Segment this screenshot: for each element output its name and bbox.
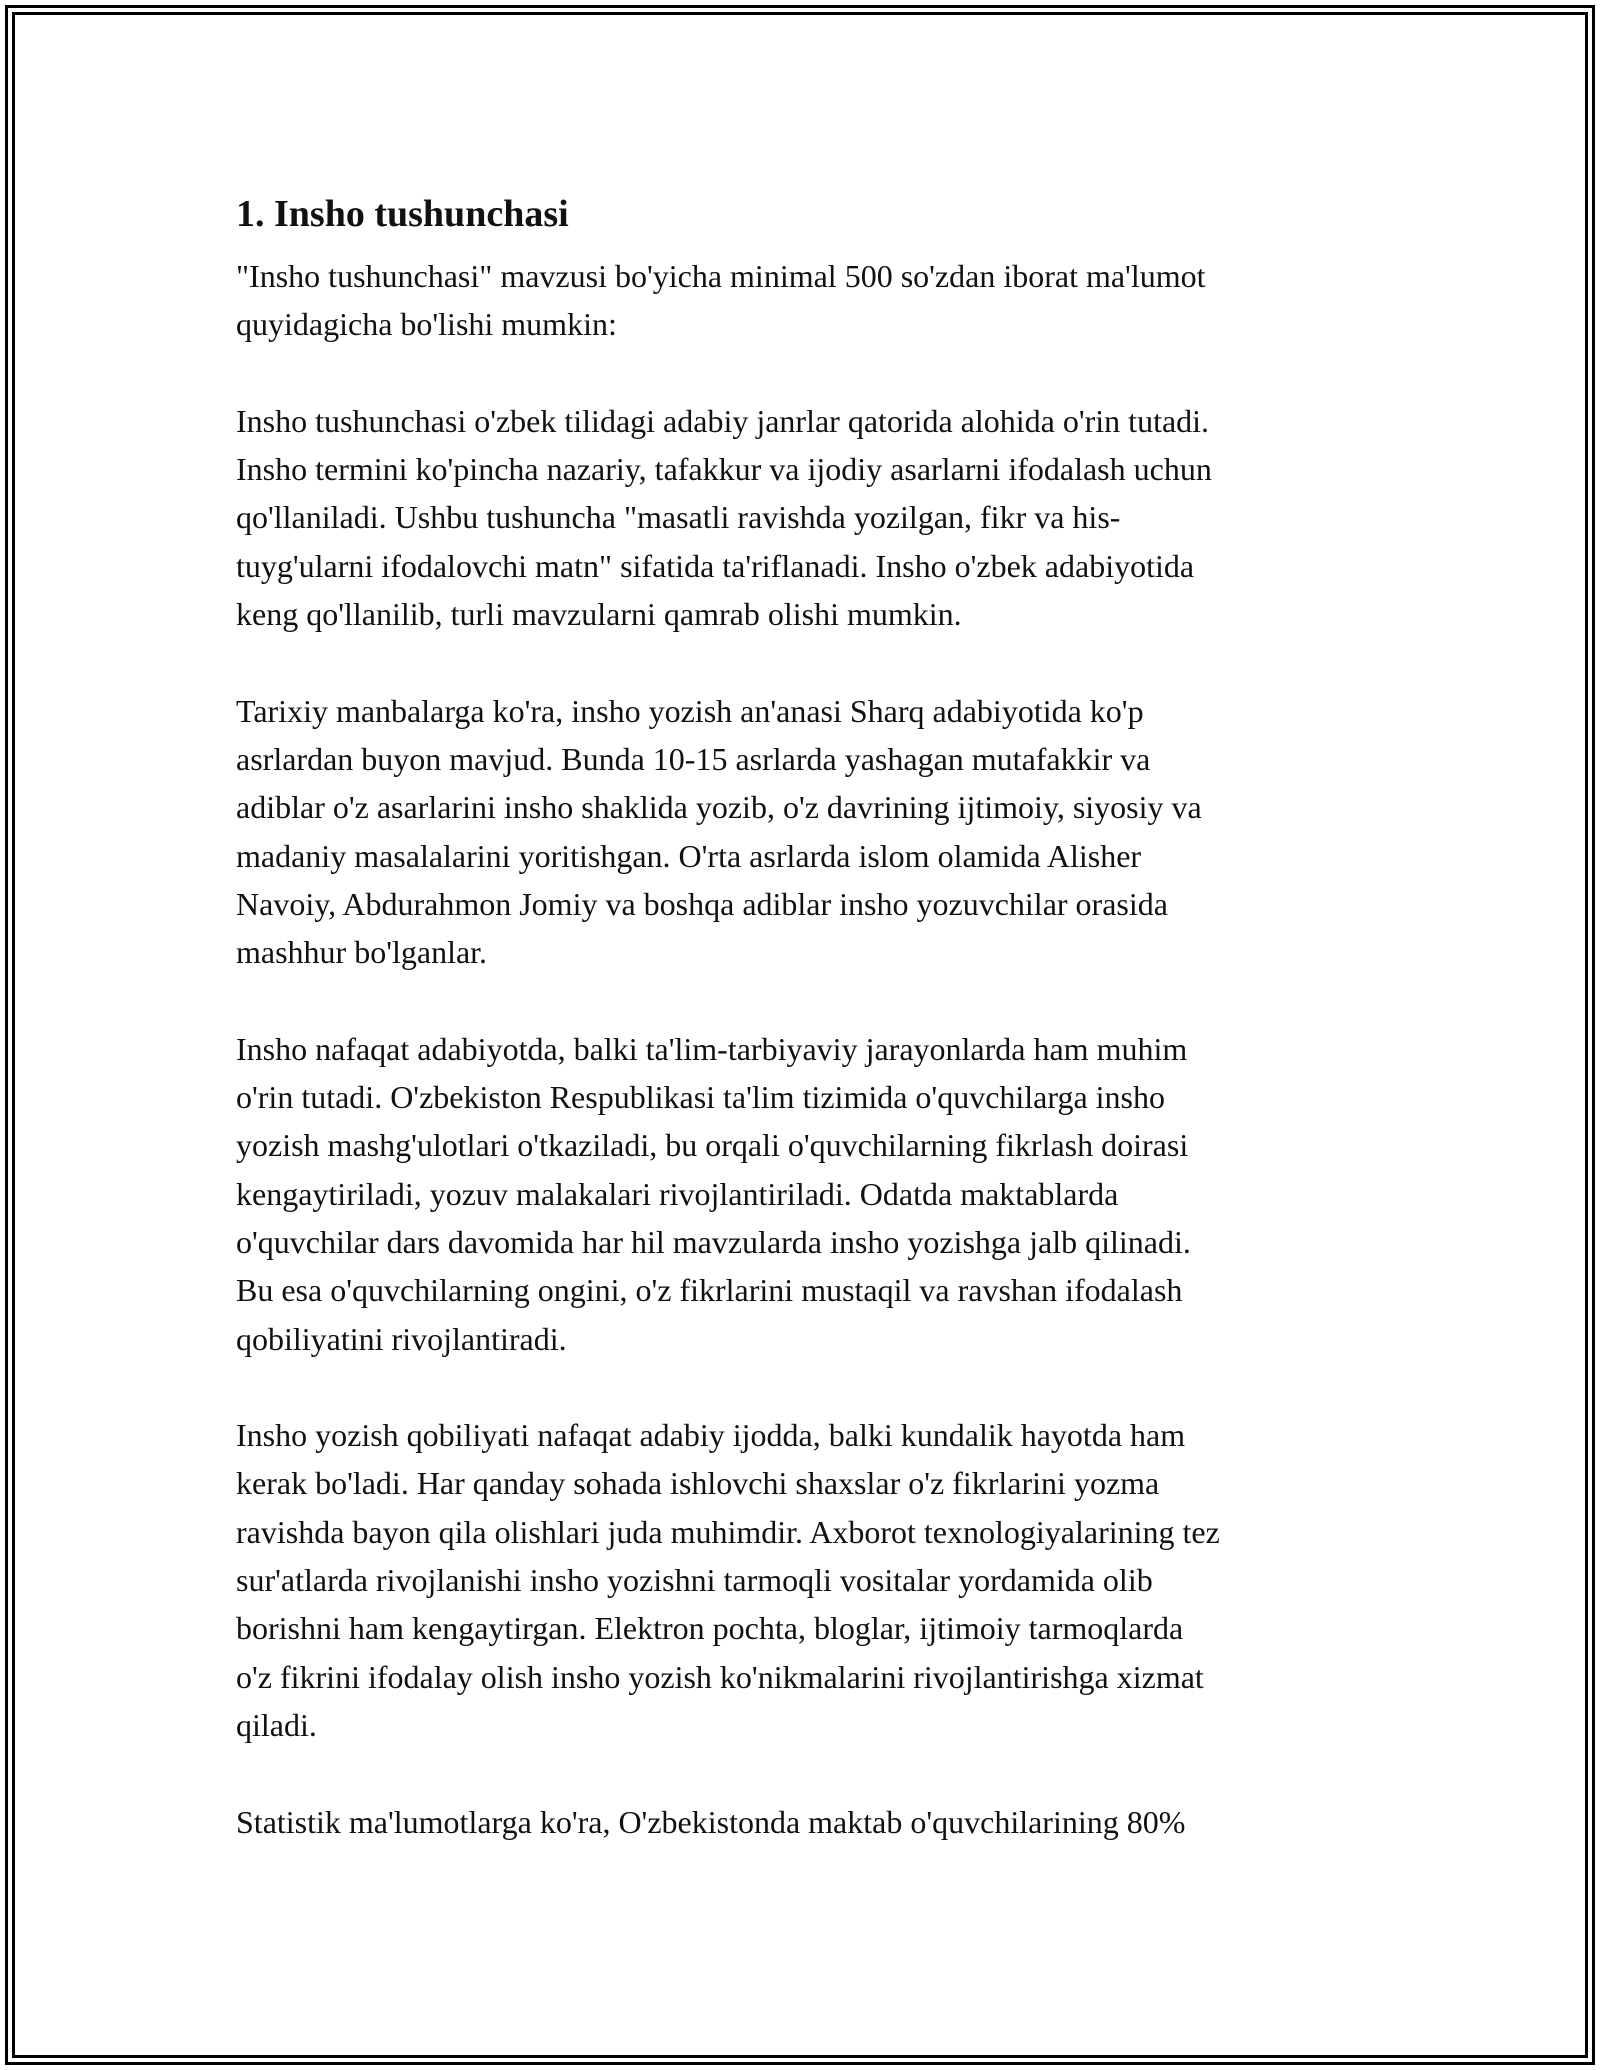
document-body (236, 186, 1376, 1894)
text-line: Bu esa o'quvchilarning ongini, o'z fikrlarini mustaqil va ravshan ifodalash (236, 1272, 1183, 1309)
text-line: o'quvchilar dars davomida har hil mavzularda insho yozishga jalb qilinadi. (236, 1223, 1191, 1260)
text-line: kerak bo'ladi. Har qanday sohada ishlovchi shaxslar o'z fikrlarini yozma (236, 1465, 1160, 1502)
section-heading: 1. Insho tushunchasi (236, 193, 569, 235)
text-line: Navoiy, Abdurahmon Jomiy va boshqa adiblar insho yozuvchilar orasida (236, 885, 1168, 922)
text-line: madaniy masalalarini yoritishgan. O'rta asrlarda islom olamida Alisher (236, 837, 1142, 874)
text-line: "Insho tushunchasi" mavzusi bo'yicha minimal 500 so'zdan iborat ma'lumot (236, 258, 1206, 294)
text-line: mashhur bo'lganlar. (236, 934, 488, 971)
paragraph-history (236, 687, 1376, 977)
paragraph-statistics (236, 1798, 1376, 1846)
text-line: borishni ham kengaytirgan. Elektron pochta, bloglar, ijtimoiy tarmoqlarda (236, 1610, 1184, 1647)
text-line: o'rin tutadi. O'zbekiston Respublikasi ta'lim tizimida o'quvchilarga insho (236, 1079, 1165, 1116)
text-line: Statistik ma'lumotlarga ko'ra, O'zbekistonda maktab o'quvchilarining 80% (236, 1803, 1186, 1840)
text-line: qobiliyatini rivojlantiradi. (236, 1320, 567, 1357)
text-line: asrlardan buyon mavjud. Bunda 10-15 asrlarda yashagan mutafakkir va (236, 740, 1151, 777)
text-line: ravishda bayon qila olishlari juda muhimdir. Axborot texnologiyalarining tez (236, 1513, 1220, 1550)
paragraph-daily-life (236, 1411, 1376, 1749)
text-line: adiblar o'z asarlarini insho shaklida yozib, o'z davrining ijtimoiy, siyosiy va (236, 789, 1202, 826)
text-line: keng qo'llanilib, turli mavzularni qamrab olishi mumkin. (236, 596, 962, 633)
text-line: Tarixiy manbalarga ko'ra, insho yozish an'anasi Sharq adabiyotida ko'p (236, 692, 1144, 729)
text-line: tuyg'ularni ifodalovchi matn" sifatida ta'riflanadi. Insho o'zbek adabiyotida (236, 547, 1195, 584)
paragraph-definition (236, 397, 1376, 638)
paragraph-intro (236, 252, 1376, 349)
text-line: qiladi. (236, 1706, 317, 1743)
text-line: Insho tushunchasi o'zbek tilidagi adabiy janrlar qatorida alohida o'rin tutadi. (236, 402, 1210, 439)
text-line: o'z fikrini ifodalay olish insho yozish ko'nikmalarini rivojlantirishga xizmat (236, 1658, 1204, 1695)
text-line: Insho nafaqat adabiyotda, balki ta'lim-tarbiyaviy jarayonlarda ham muhim (236, 1030, 1188, 1067)
text-line: Insho yozish qobiliyati nafaqat adabiy ijodda, balki kundalik hayotda ham (236, 1417, 1186, 1454)
text-line: kengaytiriladi, yozuv malakalari rivojlantiriladi. Odatda maktablarda (236, 1175, 1119, 1212)
text-line: yozish mashg'ulotlari o'tkaziladi, bu orqali o'quvchilarning fikrlash doirasi (236, 1127, 1189, 1164)
paragraph-education (236, 1025, 1376, 1363)
text-line: Insho termini ko'pincha nazariy, tafakkur va ijodiy asarlarni ifodalash uchun (236, 451, 1212, 488)
text-line: qo'llaniladi. Ushbu tushuncha "masatli ravishda yozilgan, fikr va his- (236, 499, 1121, 536)
text-line: quyidagicha bo'lishi mumkin: (236, 306, 617, 343)
text-line: sur'atlarda rivojlanishi insho yozishni tarmoqli vositalar yordamida olib (236, 1562, 1153, 1599)
